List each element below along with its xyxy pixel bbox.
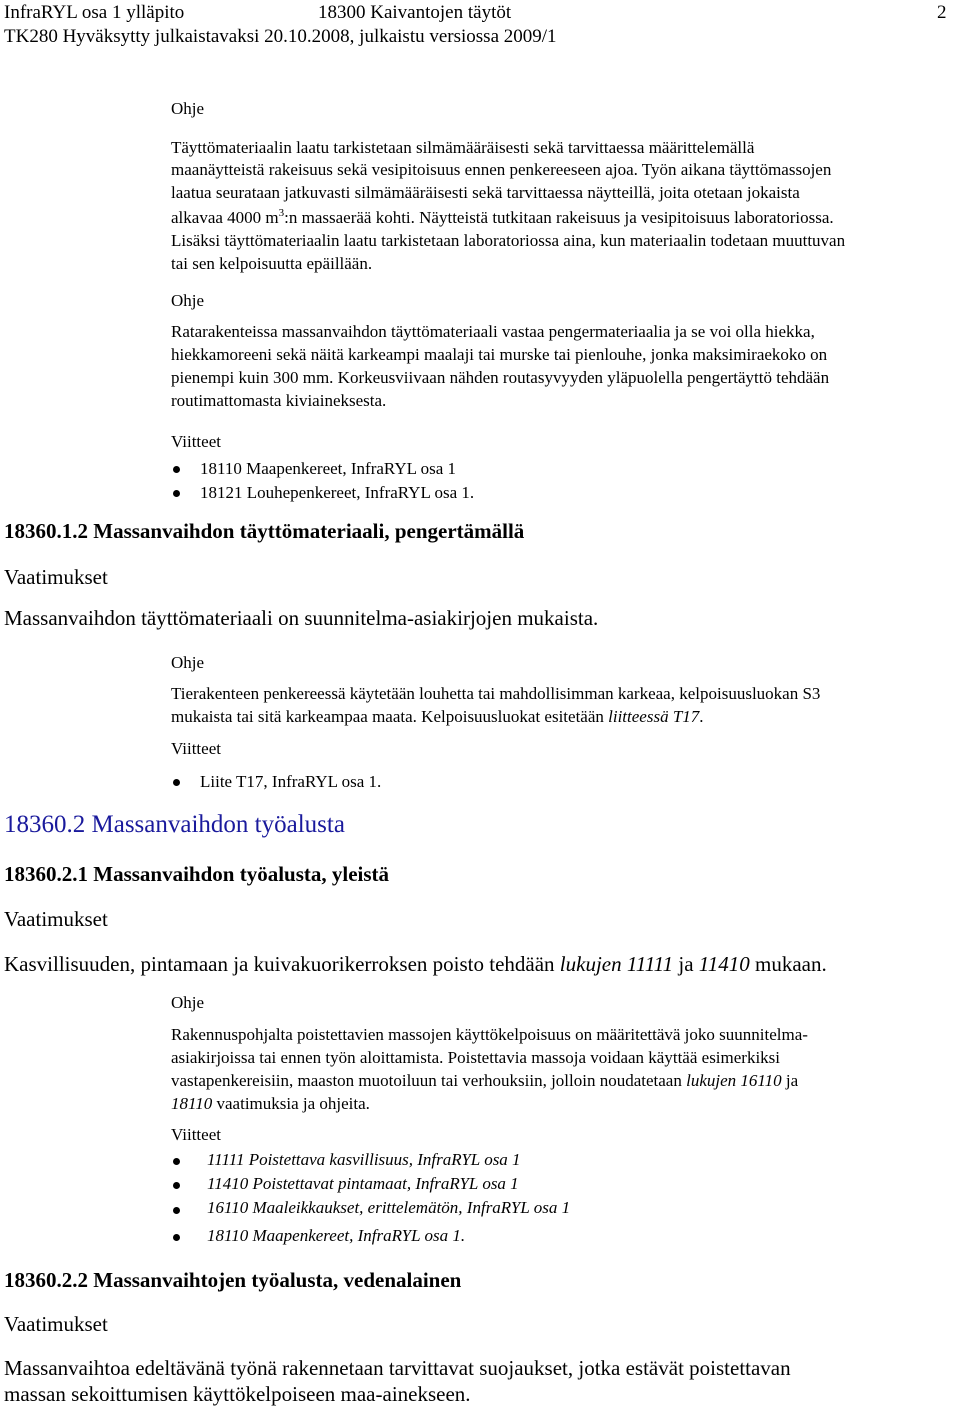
text-line: 18110 vaatimuksia ja ohjeita. [171, 1094, 370, 1113]
text-line: Ratarakenteissa massanvaihdon täyttömateriaali vastaa pengermateriaalia ja se voi olla hiekka, [171, 322, 815, 341]
ohje-label: Ohje [171, 993, 205, 1012]
vaatimukset-label: Vaatimukset [4, 1312, 108, 1336]
reference-link[interactable]: 18121 Louhepenkereet, InfraRYL osa 1. [200, 483, 475, 502]
text-line: Tierakenteen penkereessä käytetään louhetta tai mahdollisimman karkeaa, kelpoisuusluokan S3 [171, 684, 821, 703]
text-line: Täyttömateriaalin laatu tarkistetaan silmämääräisesti sekä tarvittaessa määrittelemällä [171, 138, 755, 157]
bullet-icon [173, 490, 180, 497]
text-line: hiekkamoreeni sekä näitä karkeampi maalaji tai murske tai pienlouhe, jonka maksimiraekoko on [171, 345, 828, 364]
bullet-icon [173, 1182, 180, 1189]
text-line: maanäytteistä rakeisuus sekä vesipitoisuus ennen penkereeseen ajoa. Työn aikana täyttömassojen [171, 160, 832, 179]
reference-link[interactable]: 11410 Poistettavat pintamaat, InfraRYL osa 1 [207, 1174, 519, 1193]
viitteet-label: Viitteet [171, 432, 221, 451]
reference-link[interactable]: Liite T17, InfraRYL osa 1. [200, 772, 382, 791]
requirement-text: Massanvaihtoa edeltävänä työnä rakennetaan tarvittavat suojaukset, jotka estävät poistettavan [4, 1356, 791, 1380]
page-number: 2 [937, 2, 947, 23]
text-line: vastapenkereisiin, maaston muotoiluun tai verhouksiin, jolloin noudatetaan lukujen 16110 ja [171, 1071, 799, 1090]
section-heading: 18360.2.2 Massanvaihtojen työalusta, vedenalainen [4, 1268, 462, 1292]
bullet-icon [173, 466, 180, 473]
section-heading: 18360.1.2 Massanvaihdon täyttömateriaali, pengertämällä [4, 519, 525, 543]
ohje-label: Ohje [171, 291, 205, 310]
viitteet-label: Viitteet [171, 1125, 221, 1144]
bullet-icon [173, 1158, 180, 1165]
reference-link[interactable]: 16110 Maaleikkaukset, erittelemätön, InfraRYL osa 1 [207, 1198, 571, 1217]
reference-link[interactable]: 18110 Maapenkereet, InfraRYL osa 1. [207, 1226, 466, 1245]
requirement-text: massan sekoittumisen käyttökelpoiseen maa-ainekseen. [4, 1382, 471, 1406]
header-left: InfraRYL osa 1 ylläpito [4, 2, 185, 23]
vaatimukset-label: Vaatimukset [4, 907, 108, 931]
text-line: pienempi kuin 300 mm. Korkeusviivaan nähden routasyvyyden yläpuolella pengertäyttö tehdään [171, 368, 830, 387]
text-line: mukaista tai sitä karkeampaa maata. Kelpoisuusluokat esitetään liitteessä T17. [171, 707, 704, 726]
bullet-icon [173, 1234, 180, 1241]
text-line: alkavaa 4000 $m^3:n$ massaerää kohti. Näytteistä tutkitaan rakeisuus ja vesipitoisuus laboratoriossa. [171, 207, 834, 227]
header-chapter: 18300 Kaivantojen täytöt [318, 2, 512, 23]
section-heading: 18360.2 Massanvaihdon työalusta [4, 811, 345, 838]
ohje-label: Ohje [171, 99, 205, 118]
section-heading: 18360.2.1 Massanvaihdon työalusta, yleistä [4, 862, 390, 886]
text-line: tai sen kelpoisuutta epäillään. [171, 254, 373, 273]
bullet-icon [173, 779, 180, 786]
requirement-text: Kasvillisuuden, pintamaan ja kuivakuorikerroksen poisto tehdään lukujen 11111 ja 11410 mukaan. [4, 952, 827, 976]
text-line: Lisäksi täyttömateriaalin laatu tarkistetaan laboratoriossa aina, kun materiaalin todetaan muuttuvan [171, 231, 846, 250]
text-line: asiakirjoissa tai ennen työn aloittamista. Poistettavia massoja voidaan käyttää esimerkiksi [171, 1048, 781, 1067]
text-line: Rakennuspohjalta poistettavien massojen käyttökelpoisuus on määritettävä joko suunnitelma- [171, 1025, 808, 1044]
text-line: routimattomasta kiviaineksesta. [171, 391, 387, 410]
reference-link[interactable]: 11111 Poistettava kasvillisuus, InfraRYL osa 1 [207, 1150, 521, 1169]
ohje-label: Ohje [171, 653, 205, 672]
requirement-text: Massanvaihdon täyttömateriaali on suunnitelma-asiakirjojen mukaista. [4, 606, 599, 630]
viitteet-label: Viitteet [171, 739, 221, 758]
vaatimukset-label: Vaatimukset [4, 565, 108, 589]
reference-link[interactable]: 18110 Maapenkereet, InfraRYL osa 1 [200, 459, 457, 478]
header-line2: TK280 Hyväksytty julkaistavaksi 20.10.2008, julkaistu versiossa 2009/1 [4, 26, 557, 47]
bullet-icon [173, 1207, 180, 1214]
text-line: laatua seurataan jatkuvasti silmämääräisesti sekä tarvittaessa näytteillä, joita otetaan jokaista [171, 183, 800, 202]
